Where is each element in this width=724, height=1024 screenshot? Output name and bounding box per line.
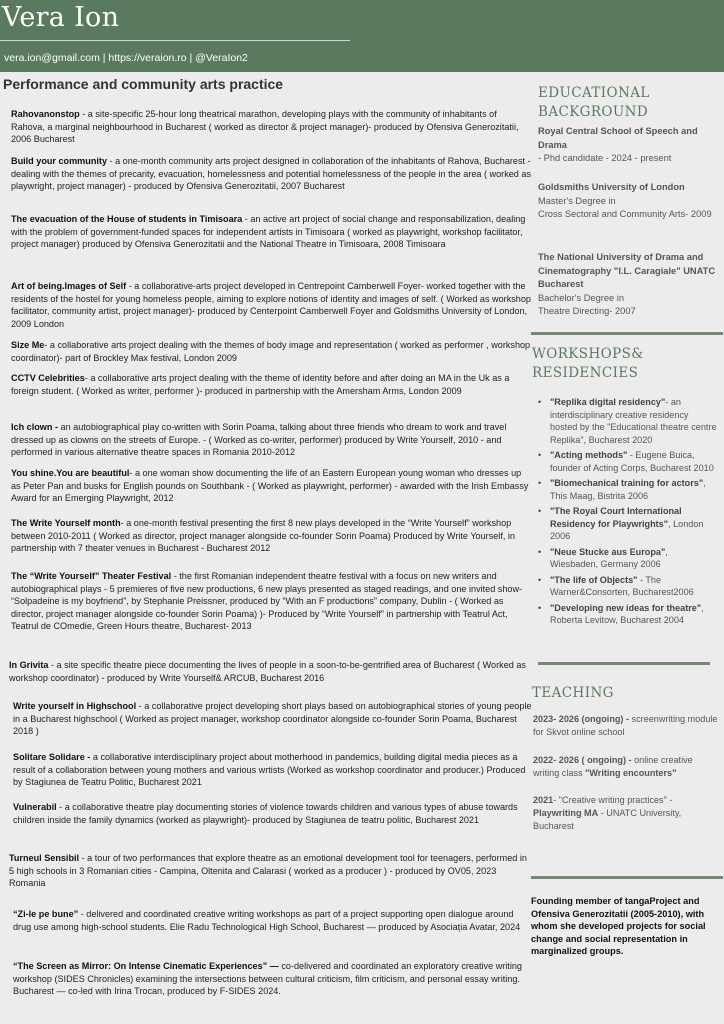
- degree-line: - Phd candidate - 2024 - present: [538, 153, 672, 163]
- project-entry: [11, 467, 531, 505]
- project-title: CCTV Celebrities: [11, 373, 85, 383]
- project-title: Write yourself in Highschool: [13, 701, 137, 711]
- project-entry: [13, 700, 533, 738]
- project-title: Ich clown -: [11, 422, 58, 432]
- project-title: “The Screen as Mirror: On Intense Cinematic Experiences” —: [13, 961, 279, 971]
- project-entry: [11, 421, 531, 459]
- education-entry: [538, 251, 718, 319]
- teaching-entry: 2023- 2026 (ongoing) - screenwriting module for Skvot online school: [533, 714, 718, 737]
- project-entry: [11, 280, 531, 330]
- project-entry: [11, 372, 531, 397]
- section-title-teaching: TEACHING: [532, 685, 614, 701]
- project-title: Vulnerabil: [13, 802, 57, 812]
- degree-line: Bachelor's Degree in: [538, 292, 625, 303]
- project-title: Build your community: [11, 156, 107, 166]
- header-divider: [0, 40, 350, 41]
- project-description: an autobiographical play co-written with Sorin Poama, talking about three friends who dream to work and travel dressed up as clowns on the streets of Europe. - ( Worked as co-writer, performer) produced by Write Yourself, 2010 - and performed in various alternative theatre spaces in Romania 2010-2012: [11, 422, 507, 458]
- section-divider: [531, 876, 723, 879]
- project-entry: [13, 960, 533, 998]
- project-title: The “Write Yourself” Theater Festival: [11, 571, 172, 581]
- contact-info: vera.ion@gmail.com | https://veraion.ro | @VeraIon2: [4, 52, 248, 64]
- project-entry: [11, 213, 531, 251]
- degree-line: Theatre Directing- 2007: [538, 306, 636, 316]
- list-item: • "Neue Stucke aus Europa", Wiesbaden, Germany 2006: [538, 546, 718, 571]
- teaching-entry: 2021- "Creative writing practices" - Playwriting MA - UNATC University, Bucharest: [533, 795, 682, 831]
- project-description: - a tour of two performances that explore theatre as an emotional development tool for teenagers, performed in 5 high schools in 3 Romanian cities - Campina, Oltenita and Calarasi ( worked as a producer ) - produced by OV05, 2023 Romania: [9, 853, 527, 889]
- project-title: Rahovanonstop: [11, 109, 80, 119]
- institution-name: The National University of Drama and Cinematography "I.L. Caragiale" UNATC Bucharest: [538, 252, 716, 289]
- project-description: - a collaborative theatre play documenting stories of violence towards children and various types of abuse towards children inside the family dynamics (worked as playwright)- produced by Stagiunea de teatru politic, Bucharest 2021: [13, 802, 518, 825]
- founding-member-note: Founding member of tangaProject and Ofensiva Generozitatii (2005-2010), with whom she developed projects for social change and social representation in marginalized groups.: [531, 896, 706, 957]
- degree-line: Master's Degree in: [538, 195, 616, 206]
- project-title: The Write Yourself month: [11, 518, 121, 528]
- person-name: Vera Ion: [2, 2, 120, 33]
- institution-name: Royal Central School of Speech and Drama: [538, 126, 698, 150]
- project-title: Size Me: [11, 340, 45, 350]
- section-divider: [531, 332, 723, 335]
- project-description: - delivered and coordinated creative writing workshops as part of a project supporting open dialogue around drug use among high-school students. Elie Radu Technological High School, Bucharest — produced by Asociația Avatar, 2024: [13, 909, 521, 932]
- project-description: - a site specific theatre piece documenting the lives of people in a soon-to-be-gentrified area of Bucharest ( Worked as workshop coordinator) - produced by Write Yourself& ARCUB, Bucharest 2016: [9, 660, 526, 683]
- list-item: • "Biomechanical training for actors", This Maag, Bistrita 2006: [538, 477, 718, 502]
- institution-name: Goldsmiths University of London: [538, 182, 685, 192]
- project-title: Solitare Solidare -: [13, 752, 91, 762]
- section-divider: [538, 662, 710, 665]
- project-entry: [11, 339, 531, 364]
- education-entry: [538, 125, 718, 166]
- project-description: - a collaborative arts project dealing with the themes of body image and representation ( worked as performer , workshop coordinator)- part of Brockley Max festival, London 2009: [11, 340, 531, 363]
- section-title-workshops: WORKSHOPS& RESIDENCIES: [532, 346, 644, 381]
- project-description: a collaborative interdisciplinary project about motherhood in pandemics, building digital media pieces as a result of a collaboration between young mothers and various wrtists (Worked as workshop coordinator and producer.) Produced by Stagiunea de Teatru Politic, Bucharest 2021: [13, 752, 526, 788]
- project-entry: [9, 852, 529, 890]
- project-entry: [13, 751, 533, 789]
- project-title: In Grivita: [9, 660, 49, 670]
- project-description: - a collaborative-arts project developed in Centrepoint Camberwell Foyer- worked together with the residents of the hostel for young homeless people, aiming to explore notions of identity and images of self. ( Worked as workshop facilitator, community artist, project manager)- produced by Centerpoint Camberwell Foyer and Goldsmiths University of London, 2009 London: [11, 281, 531, 329]
- list-item: • "The life of Objects" - The Warner&Consorten, Bucharest2006: [538, 574, 718, 599]
- workshops-list: [538, 396, 718, 630]
- project-description: - a collaborative arts project dealing with the theme of identity before and after doing an MA in the Uk as a foreign student. ( Worked as writer, performer )- produced in partnership with the Amersham Arms, London 2009: [11, 373, 510, 396]
- project-description: - a one woman show documenting the life of an Eastern European young woman who dresses up as Peter Pan and busks for English pounds on Southbank - ( Worked as playwright, performer) - awarded with the Irish Embassy Award for an Emerging Playwright, 2012: [11, 468, 529, 504]
- section-title-performance: Performance and community arts practice: [3, 76, 284, 92]
- project-entry: [13, 801, 533, 826]
- project-title: Turneul Sensibil: [9, 853, 80, 863]
- project-description: - a one-month community arts project designed in collaboration of the inhabitants of Rahova, Bucharest - dealing with the themes of precarity, evacuation, homelessness and potential homelessness of the people in the area ( worked as playwright, project manager) - produced by Ofensiva Generozitatii, 2007 Bucharest: [11, 156, 531, 192]
- project-description: - a collaborative project developing short plays based on autobiographical stories of young people in a Bucharest highschool ( Worked as project manager, workshop coordinator alongside co-founder Sorin Poama, Bucharest 2018 ): [13, 701, 532, 737]
- list-item: • "Acting methods" - Eugene Buica, founder of Acting Corps, Bucharest 2010: [538, 449, 718, 474]
- project-entry: [11, 155, 531, 193]
- header-banner: [0, 0, 724, 72]
- project-description: - the first Romanian independent theatre festival with a focus on new writers and autobiographical plays - 5 premieres of five new productions, 6 new plays presented as staged readings, and one invited show- “Solpadeine is my boyfriend”, by Stephanie Preissner, produced by “With an F productions” company, Dublin - ( Worked as director, project manager alongside co-founder Sorin Poama) )- Produced by “Write Yourself” in partnership with Teatrul Act, Teatrul de COmedie, Green Hours theatre, Bucharest- 2013: [11, 571, 523, 632]
- teaching-entry: 2022- 2026 ( ongoing) - online creative writing class "Writing encounters": [533, 755, 693, 778]
- list-item: • "The Royal Court International Residency for Playwrights", London 2006: [538, 505, 718, 543]
- project-entry: [9, 659, 529, 684]
- project-title: Art of being.Images of Self: [11, 281, 127, 291]
- education-entry: [538, 181, 718, 222]
- project-description: - a site-specific 25-hour long theatrical marathon, developing plays with the community of inhabitants of Rahova, a marginal neighbourhood in Bucharest ( worked as director & project manager)- produced by Ofensiva Generozitatii, 2006 Bucharest: [11, 109, 519, 145]
- project-entry: [11, 570, 531, 633]
- project-description: co-delivered and coordinated an exploratory creative writing workshop (SIDES Chronicles) examining the intersections between cultural criticism, film criticism, and personal essay writing. Bucharest — co-led with Irina Trocan, produced by F-SIDES 2024.: [13, 961, 522, 997]
- project-entry: [13, 908, 533, 933]
- project-description: - an active art project of social change and responsabilization, dealing with the problem of government-funded spaces for independent artists in Timisoara ( worked as playwright, workshop facilitator, project manager) produced by Ofensiva Generozitatii and the National Theatre in Timisoara, 2008 Timisoara: [11, 214, 526, 250]
- project-entry: [11, 108, 531, 146]
- list-item: • "Developing new ideas for theatre", Roberta Levitow, Bucharest 2004: [538, 602, 718, 627]
- project-entry: [11, 517, 531, 555]
- list-item: • "Replika digital residency"- an interdisciplinary creative residency hosted by the "Educational theatre centre Replika", Bucharest 2020: [538, 396, 718, 446]
- section-title-education: EDUCATIONAL BACKGROUND: [538, 85, 650, 120]
- project-title: You shine.You are beautiful: [11, 468, 130, 478]
- project-title: “Zi-le pe bune”: [13, 909, 79, 919]
- project-description: - a one-month festival presenting the first 8 new plays developed in the “Write Yourself” workshop between 2010-2011 ( Worked as director, project manager alongside co-founder Sorin Poama) Produced by Write Yourself, in partnership with 7 theater venues in Bucharest - Bucharest 2012: [11, 518, 515, 554]
- degree-line: Cross Sectoral and Community Arts- 2009: [538, 209, 712, 219]
- project-title: The evacuation of the House of students in Timisoara: [11, 214, 243, 224]
